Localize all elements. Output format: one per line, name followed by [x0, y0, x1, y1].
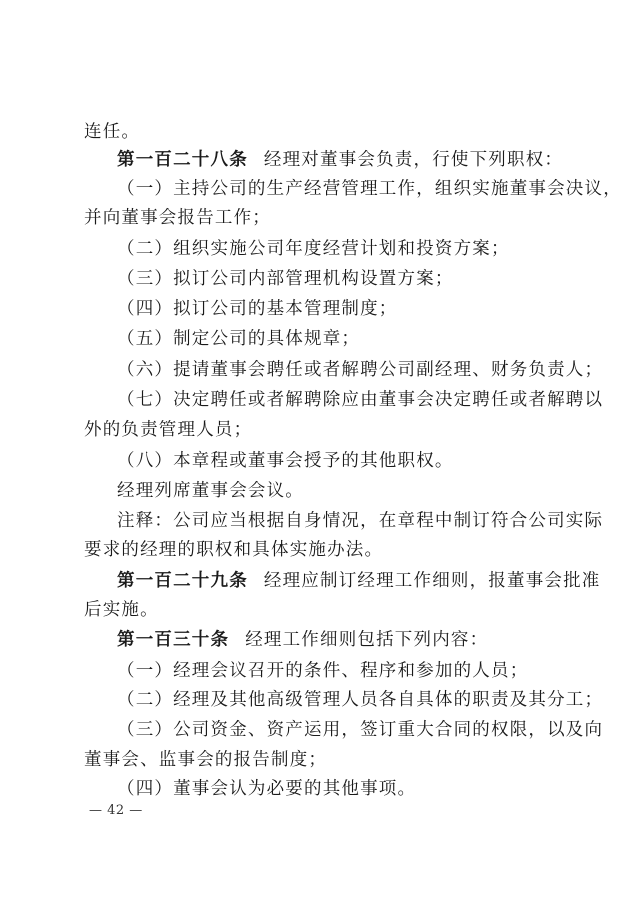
list-item-3: （三）拟订公司内部管理机构设置方案； [117, 268, 454, 289]
article-129-line-2: 后实施。 [84, 600, 159, 621]
list-item-4: （四）拟订公司的基本管理制度； [117, 299, 398, 320]
article-number: 第一百二十八条 [117, 149, 248, 170]
detail-item-2: （二）经理及其他高级管理人员各自具体的职责及其分工； [117, 689, 604, 710]
note-line-2: 要求的经理的职权和具体实施办法。 [84, 540, 384, 561]
detail-item-3-line-2: 董事会、监事会的报告制度； [84, 749, 328, 770]
article-number: 第一百三十条 [117, 630, 230, 651]
page-number: — 42 — [89, 803, 143, 818]
list-item-7-line-1: （七）决定聘任或者解聘除应由董事会决定聘任或者解聘以 [117, 389, 604, 410]
detail-item-4: （四）董事会认为必要的其他事项。 [117, 779, 417, 799]
attend-meeting-paragraph: 经理列席董事会会议。 [117, 480, 304, 501]
list-item-2: （二）组织实施公司年度经营计划和投资方案； [117, 238, 510, 259]
list-item-8: （八）本章程或董事会授予的其他职权。 [117, 450, 454, 471]
list-item-6: （六）提请董事会聘任或者解聘公司副经理、财务负责人； [117, 359, 604, 380]
paragraph-continuation: 连任。 [84, 122, 141, 142]
detail-item-1: （一）经理会议召开的条件、程序和参加的人员； [117, 660, 529, 681]
note-line-1: 注释：公司应当根据自身情况，在章程中制订符合公司实际 [117, 511, 604, 531]
article-text: 经理工作细则包括下列内容： [245, 630, 489, 651]
list-item-1-line-2: 并向董事会报告工作； [84, 208, 271, 229]
list-item-5: （五）制定公司的具体规章； [117, 329, 361, 350]
detail-item-3-line-1: （三）公司资金、资产运用，签订重大合同的权限，以及向 [117, 720, 604, 741]
article-text: 经理对董事会负责，行使下列职权： [263, 149, 564, 170]
list-item-1-line-1: （一）主持公司的生产经营管理工作，组织实施董事会决议， [117, 179, 622, 200]
article-text: 经理应制订经理工作细则，报董事会批准 [263, 570, 601, 591]
list-item-7-line-2: 外的负责管理人员； [84, 420, 253, 441]
article-number: 第一百二十九条 [117, 570, 248, 591]
